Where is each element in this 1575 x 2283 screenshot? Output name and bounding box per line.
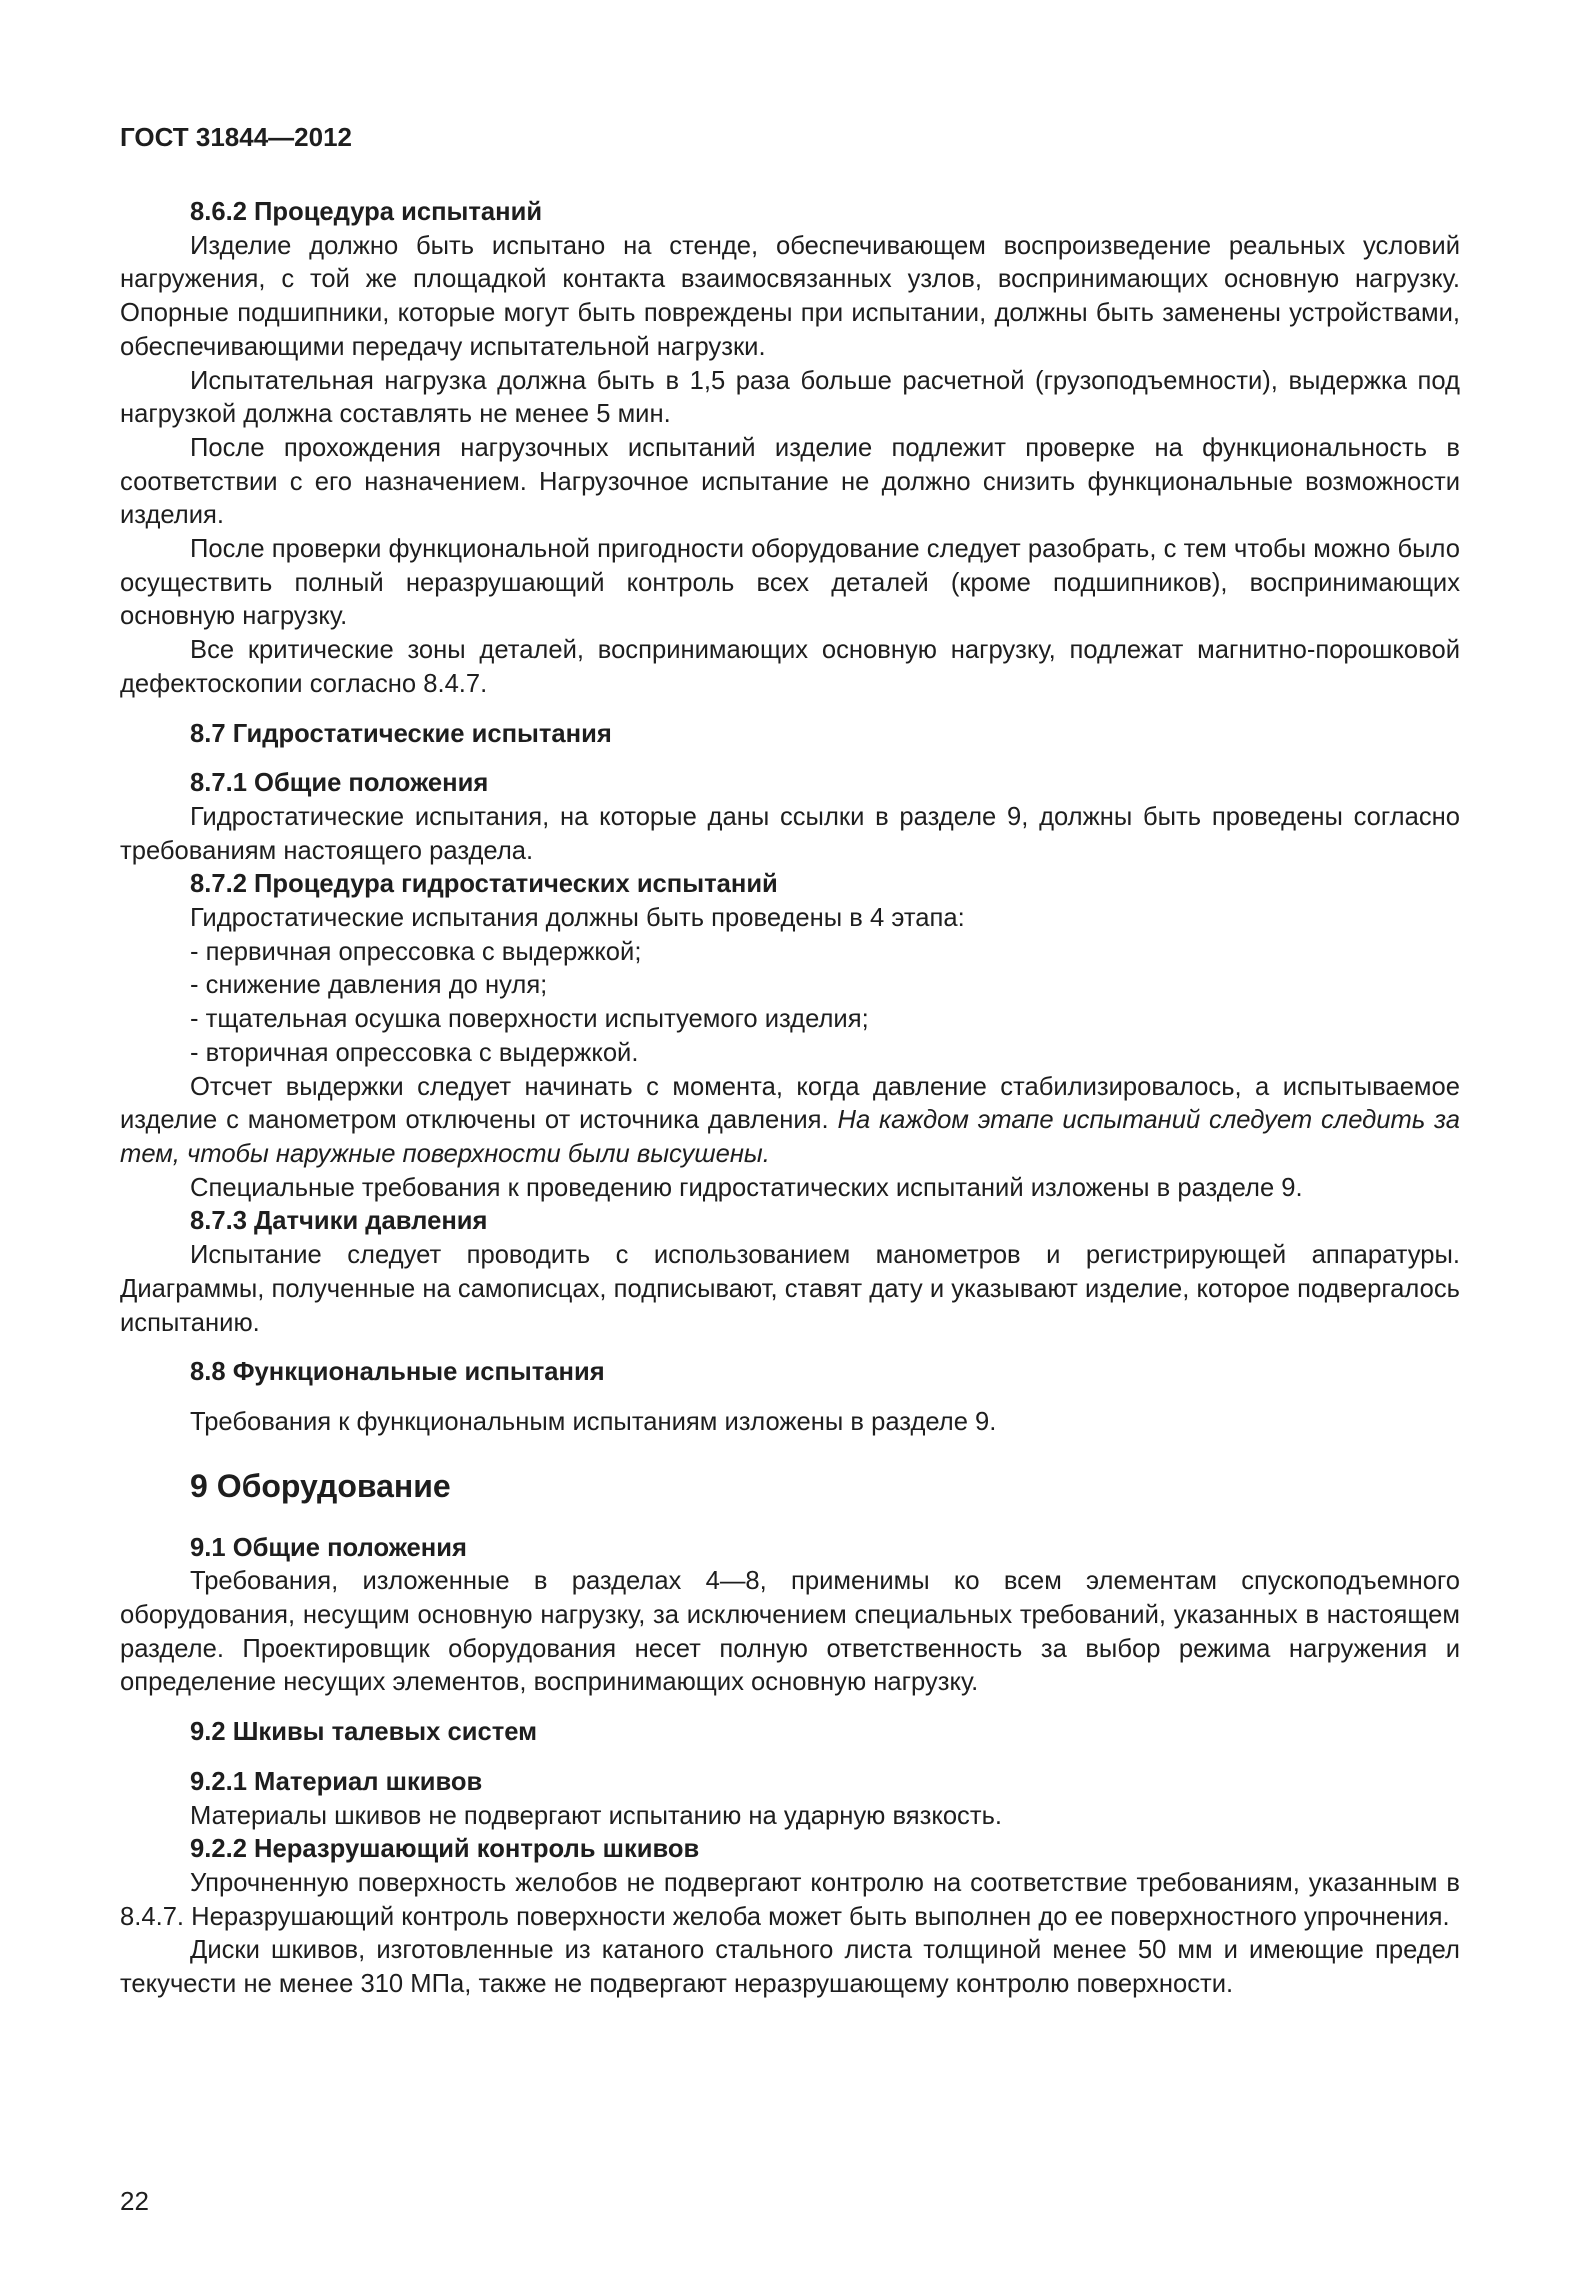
paragraph: После прохождения нагрузочных испытаний изделие подлежит проверке на функциональность в соответствии с его назначением. Нагрузочное испытание не должно снизить функциональные возможности изделия. bbox=[120, 433, 1460, 530]
paragraph-italic-text: На каждом этапе испытаний следует следить за тем, чтобы наружные поверхности были высушены. bbox=[120, 1106, 1460, 1168]
list-item: - первичная опрессовка с выдержкой; bbox=[190, 937, 642, 966]
paragraph: Изделие должно быть испытано на стенде, обеспечивающем воспроизведение реальных условий нагружения, с той же площадкой контакта взаимосвязанных узлов, воспринимающих основную нагрузку. Опорные подшипники, которые могут быть повреждены при испытании, должны быть заменены устройствами, обеспечивающими передачу испытательной нагрузки. bbox=[120, 231, 1460, 361]
paragraph: Гидростатические испытания, на которые даны ссылки в разделе 9, должны быть проведены согласно требованиям настоящего раздела. bbox=[120, 802, 1460, 865]
list-item: - снижение давления до нуля; bbox=[190, 971, 548, 1000]
paragraph: Специальные требования к проведению гидростатических испытаний изложены в разделе 9. bbox=[190, 1173, 1303, 1202]
document-header: ГОСТ 31844—2012 bbox=[120, 122, 352, 152]
paragraph: После проверки функциональной пригодности оборудование следует разобрать, с тем чтобы можно было осуществить полный неразрушающий контроль всех деталей (кроме подшипников), воспринимающих основную нагрузку. bbox=[120, 535, 1460, 631]
paragraph: Гидростатические испытания должны быть проведены в 4 этапа: bbox=[190, 904, 965, 933]
paragraph: Испытание следует проводить с использованием манометров и регистрирующей аппаратуры. Диаграммы, полученные на самописцах, подписывают, ставят дату и указывают изделие, которое подвергалось испытанию. bbox=[120, 1241, 1460, 1337]
section-title-9: 9 Оборудование bbox=[190, 1467, 451, 1504]
heading-9-1: 9.1 Общие положения bbox=[190, 1533, 467, 1562]
paragraph: Диски шкивов, изготовленные из катаного стального листа толщиной менее 50 мм и имеющие предел текучести не менее 310 МПа, также не подвергают неразрушающему контролю поверхности. bbox=[120, 1936, 1460, 1999]
heading-8-7: 8.7 Гидростатические испытания bbox=[190, 719, 612, 748]
list-item: - тщательная осушка поверхности испытуемого изделия; bbox=[190, 1005, 869, 1034]
paragraph: Требования к функциональным испытаниям изложены в разделе 9. bbox=[190, 1407, 997, 1436]
heading-8-7-1: 8.7.1 Общие положения bbox=[190, 769, 489, 798]
paragraph: Испытательная нагрузка должна быть в 1,5 раза больше расчетной (грузоподъемности), выдержка под нагрузкой должна составлять не менее 5 мин. bbox=[120, 366, 1460, 429]
list-item: - вторичная опрессовка с выдержкой. bbox=[190, 1038, 639, 1067]
paragraph: Все критические зоны деталей, воспринимающих основную нагрузку, подлежат магнитно-порошковой дефектоскопии согласно 8.4.7. bbox=[120, 636, 1460, 698]
heading-9-2-1: 9.2.1 Материал шкивов bbox=[190, 1767, 483, 1796]
page-number: 22 bbox=[120, 2186, 149, 2216]
heading-9-2: 9.2 Шкивы талевых систем bbox=[190, 1718, 538, 1747]
paragraph bbox=[120, 1071, 1460, 1172]
paragraph: Требования, изложенные в разделах 4—8, применимы ко всем элементам спускоподъемного оборудования, несущим основную нагрузку, за исключением специальных требований, указанных в настоящем разделе. Проектировщик оборудования несет полную ответственность за выбор режима нагружения и определение несущих элементов, воспринимающих основную нагрузку. bbox=[120, 1567, 1460, 1697]
heading-8-8: 8.8 Функциональные испытания bbox=[190, 1358, 605, 1387]
paragraph: Материалы шкивов не подвергают испытанию на ударную вязкость. bbox=[190, 1801, 1003, 1830]
heading-8-6-2: 8.6.2 Процедура испытаний bbox=[190, 198, 543, 226]
heading-8-7-3: 8.7.3 Датчики давления bbox=[190, 1207, 488, 1236]
paragraph: Упрочненную поверхность желобов не подвергают контролю на соответствие требованиям, указанным в 8.4.7. Неразрушающий контроль поверхности желоба может быть выполнен до ее поверхностного упрочнения. bbox=[120, 1868, 1460, 1931]
paragraph-text: Отсчет выдержки следует начинать с момента, когда давление стабилизировалось, а испытываемое изделие с манометром отключены от источника давления. bbox=[120, 1072, 1460, 1135]
heading-9-2-2: 9.2.2 Неразрушающий контроль шкивов bbox=[190, 1835, 700, 1864]
document-body bbox=[120, 196, 1460, 2002]
heading-8-7-2: 8.7.2 Процедура гидростатических испытаний bbox=[190, 870, 778, 899]
